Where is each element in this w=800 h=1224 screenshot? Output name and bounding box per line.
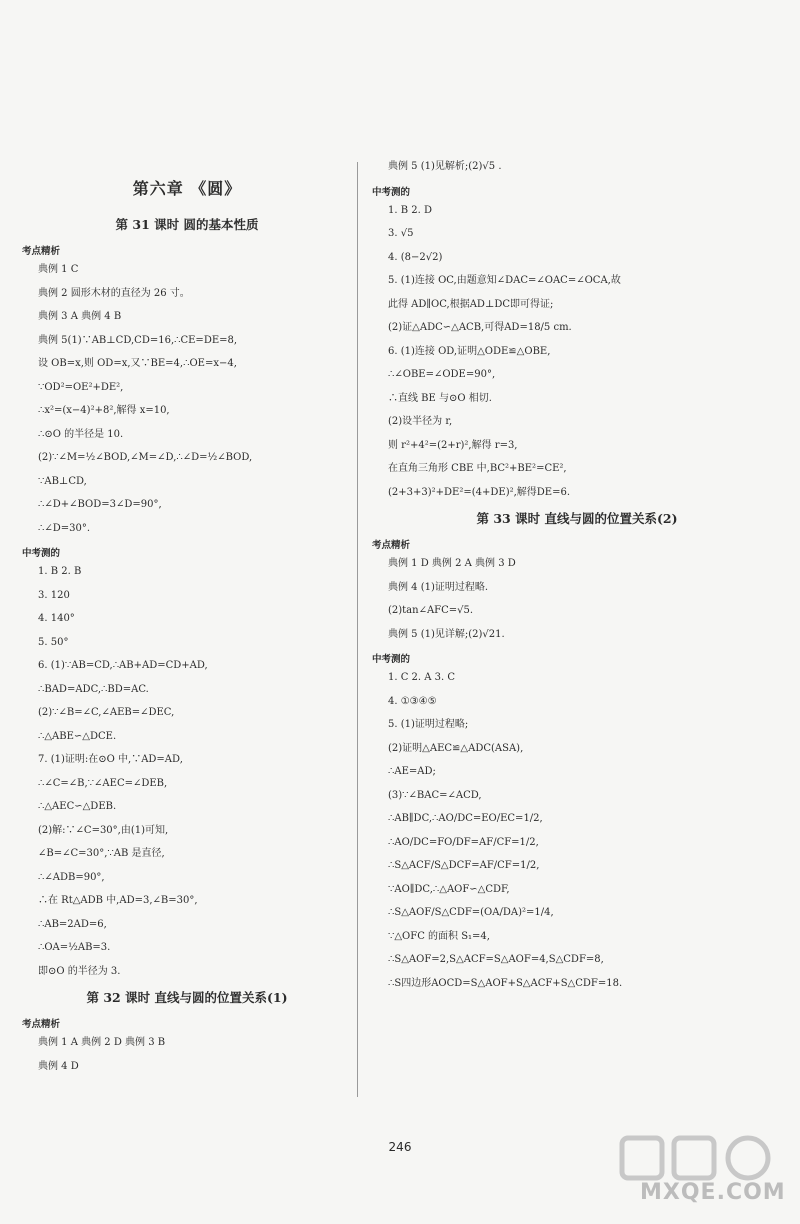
answer-line: 在直角三角形 CBE 中,BC²+BE²=CE², [388,463,567,474]
right-block-c [372,557,782,642]
answer-line: ∴x²=(x−4)²+8²,解得 x=10, [38,405,170,416]
left-block-a [22,263,352,536]
page-number: 246 [388,1140,412,1154]
section-heading: 考点精析 [22,1019,61,1030]
lesson33-title: 第 33 课时 直线与圆的位置关系(2) [476,511,678,526]
answer-line: 典例 3 A 典例 4 B [38,311,122,322]
lesson32-title: 第 32 课时 直线与圆的位置关系(1) [86,990,288,1005]
left-column [22,168,352,1083]
answer-line: ∴∠C=∠B,∵∠AEC=∠DEB, [38,777,168,789]
answer-line: 6. (1)∵AB=CD,∴AB+AD=CD+AD, [38,660,208,671]
answer-line: (2)证△ADC∽△ACB,可得AD=18/5 cm. [388,322,572,333]
right-block-b [372,204,782,500]
answer-line: ∴OA=½AB=3. [38,942,111,953]
answer-line: ∴⊙O 的半径是 10. [38,428,124,440]
answer-line: 4. ①③④⑤ [388,695,437,707]
right-block-a [372,160,782,174]
answer-line: ∠B=∠C=30°,∵AB 是直径, [38,848,165,859]
answer-line: ∴△ABE∽△DCE. [38,730,117,742]
right-column [372,160,782,1000]
answer-line: (2)解:∵∠C=30°,由(1)可知, [38,824,169,836]
answer-line: 典例 1 C [38,264,79,275]
answer-line: (2+3+3)²+DE²=(4+DE)²,解得DE=6. [388,486,571,498]
answer-line: ∴AB=2AD=6, [38,918,107,930]
answer-line: (2)设半径为 r, [388,416,453,427]
chapter-title: 第六章 《圆》 [132,179,242,198]
answer-line: (2)证明△AEC≌△ADC(ASA), [388,742,524,754]
answer-line: ∴∠D=30°. [38,522,91,534]
answer-line: ∴S△AOF/S△CDF=(OA/DA)²=1/4, [388,907,554,918]
answer-line: 3. 120 [38,589,70,601]
answer-line: 7. (1)证明:在⊙O 中,∵AD=AD, [38,754,183,765]
answer-line: ∴AE=AD; [388,766,436,777]
answer-line: 1. B 2. B [38,566,82,577]
section-heading: 中考测的 [372,654,411,665]
answer-line: (2)∵∠M=½∠BOD,∠M=∠D,∴∠D=½∠BOD, [38,452,253,463]
section-heading: 考点精析 [22,246,61,257]
answer-line: 典例 5 (1)见解析;(2)√5 . [388,161,502,172]
answer-line: 6. (1)连接 OD,证明△ODE≌△OBE, [388,345,551,357]
answer-line: (2)tan∠AFC=√5. [388,605,474,616]
left-block-b [22,565,352,979]
answer-line: ∴AB∥DC,∴AO/DC=EO/EC=1/2, [388,813,543,824]
section-heading: 中考测的 [22,548,61,559]
answer-line: 典例 2 圆形木材的直径为 26 寸。 [38,287,190,299]
answer-line: 则 r²+4²=(2+r)²,解得 r=3, [388,439,518,451]
answer-line: 典例 4 (1)证明过程略. [388,581,489,593]
answer-line: 5. (1)证明过程略; [388,719,469,730]
answer-line: 5. 50° [38,636,69,648]
section-heading: 中考测的 [372,186,411,198]
answer-line: 3. √5 [388,228,414,239]
answer-line: 典例 1 D 典例 2 A 典例 3 D [388,558,516,569]
answer-line: 此得 AD∥OC,根据AD⊥DC即可得证; [388,298,554,310]
answer-line: 5. (1)连接 OC,由题意知∠DAC=∠OAC=∠OCA,故 [388,275,621,286]
answer-line: 设 OB=x,则 OD=x,又∵BE=4,∴OE=x−4, [38,358,237,369]
answer-line: 1. C 2. A 3. C [388,672,456,683]
section-heading: 考点精析 [372,540,411,551]
answer-line: 典例 5 (1)见详解;(2)√21. [388,628,505,640]
watermark-text: MXQE.COM [640,1180,786,1205]
answer-line: (2)∵∠B=∠C,∠AEB=∠DEC, [38,707,175,718]
answer-line: 典例 4 D [38,1060,79,1072]
answer-line: ∵△OFC 的面积 S₁=4, [388,930,490,942]
answer-line: ∴S△AOF=2,S△ACF=S△AOF=4,S△CDF=8, [388,954,604,965]
answer-line: ∴∠D+∠BOD=3∠D=90°, [38,499,162,510]
answer-line: 典例 1 A 典例 2 D 典例 3 B [38,1037,166,1048]
answer-line: ∴∠OBE=∠ODE=90°, [388,369,496,380]
answer-line: (3)∵∠BAC=∠ACD, [388,789,482,801]
answer-line: ∴S四边形AOCD=S△AOF+S△ACF+S△CDF=18. [388,977,623,989]
answer-line: 4. (8−2√2) [388,251,443,263]
answer-line: ∴AO/DC=FO/DF=AF/CF=1/2, [388,836,539,848]
answer-line: ∴S△ACF/S△DCF=AF/CF=1/2, [388,860,540,871]
answer-line: 1. B 2. D [388,204,432,216]
answer-line: 即⊙O 的半径为 3. [38,965,121,977]
answer-line: ∵AO∥DC,∴△AOF∽△CDF, [388,883,510,895]
column-divider [357,162,358,1097]
answer-line: ∴直线 BE 与⊙O 相切. [388,392,492,404]
answer-line: ∴BAD=ADC,∴BD=AC. [38,683,149,695]
answer-line: ∵AB⊥CD, [38,475,87,487]
answer-line: ∴△AEC∽△DEB. [38,801,117,812]
answer-line: 典例 5(1)∵AB⊥CD,CD=16,∴CE=DE=8, [38,334,238,346]
answer-line: 4. 140° [38,613,75,624]
answer-line: ∴∠ADB=90°, [38,871,105,883]
right-block-d [372,671,782,991]
answer-line: ∴在 Rt△ADB 中,AD=3,∠B=30°, [38,895,198,906]
left-block-c [22,1036,352,1074]
lesson31-title: 第 31 课时 圆的基本性质 [115,217,259,232]
answer-line: ∵OD²=OE²+DE², [38,381,124,393]
